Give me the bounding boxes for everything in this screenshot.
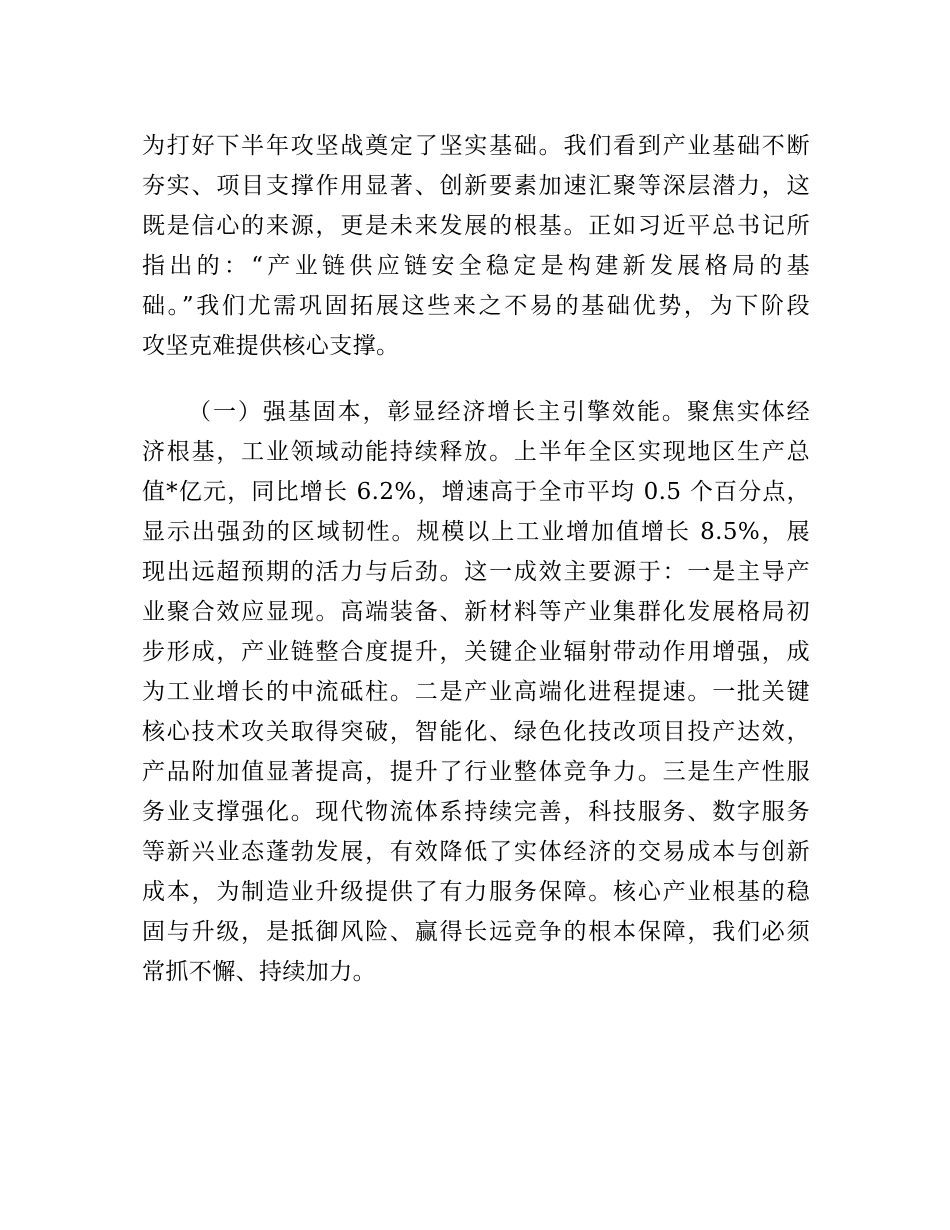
paragraph-line: 常抓不懈、持续加力。	[142, 959, 376, 985]
paragraph-line: 成本，为制造业升级提供了有力服务保障。核心产业根基的稳	[142, 879, 810, 905]
paragraph-line: 值*亿元，同比增长 6.2%，增速高于全市平均 0.5 个百分点，	[142, 479, 810, 505]
paragraph-line: 指出的：“产业链供应链安全稳定是构建新发展格局的基	[142, 253, 810, 279]
paragraph-line: 业聚合效应显现。高端装备、新材料等产业集群化发展格局初	[142, 599, 810, 625]
paragraph-line: 固与升级，是抵御风险、赢得长远竞争的根本保障，我们必须	[142, 919, 810, 945]
paragraph-line: 现出远超预期的活力与后劲。这一成效主要源于：一是主导产	[142, 559, 810, 585]
paragraph-line: 步形成，产业链整合度提升，关键企业辐射带动作用增强，成	[142, 639, 810, 665]
paragraph-line: 济根基，工业领域动能持续释放。上半年全区实现地区生产总	[142, 439, 810, 465]
paragraph-line: 为打好下半年攻坚战奠定了坚实基础。我们看到产业基础不断	[142, 133, 810, 159]
paragraph-line: 显示出强劲的区域韧性。规模以上工业增加值增长 8.5%，展	[142, 519, 810, 545]
section-heading-line: （一）强基固本，彰显经济增长主引擎效能。聚焦实体经	[188, 399, 810, 425]
paragraph-2	[142, 392, 810, 992]
paragraph-line: 核心技术攻关取得突破，智能化、绿色化技改项目投产达效，	[142, 719, 810, 745]
paragraph-line: 夯实、项目支撑作用显著、创新要素加速汇聚等深层潜力，这	[142, 173, 810, 199]
paragraph-line: 为工业增长的中流砥柱。二是产业高端化进程提速。一批关键	[142, 679, 810, 705]
paragraph-line: 既是信心的来源，更是未来发展的根基。正如习近平总书记所	[142, 213, 810, 239]
paragraph-1	[142, 126, 810, 366]
paragraph-line: 务业支撑强化。现代物流体系持续完善，科技服务、数字服务	[142, 799, 810, 825]
paragraph-line: 础。”我们尤需巩固拓展这些来之不易的基础优势，为下阶段	[142, 293, 810, 319]
paragraph-line: 产品附加值显著提高，提升了行业整体竞争力。三是生产性服	[142, 759, 810, 785]
paragraph-line: 攻坚克难提供核心支撑。	[142, 333, 400, 359]
paragraph-line: 等新兴业态蓬勃发展，有效降低了实体经济的交易成本与创新	[142, 839, 810, 865]
